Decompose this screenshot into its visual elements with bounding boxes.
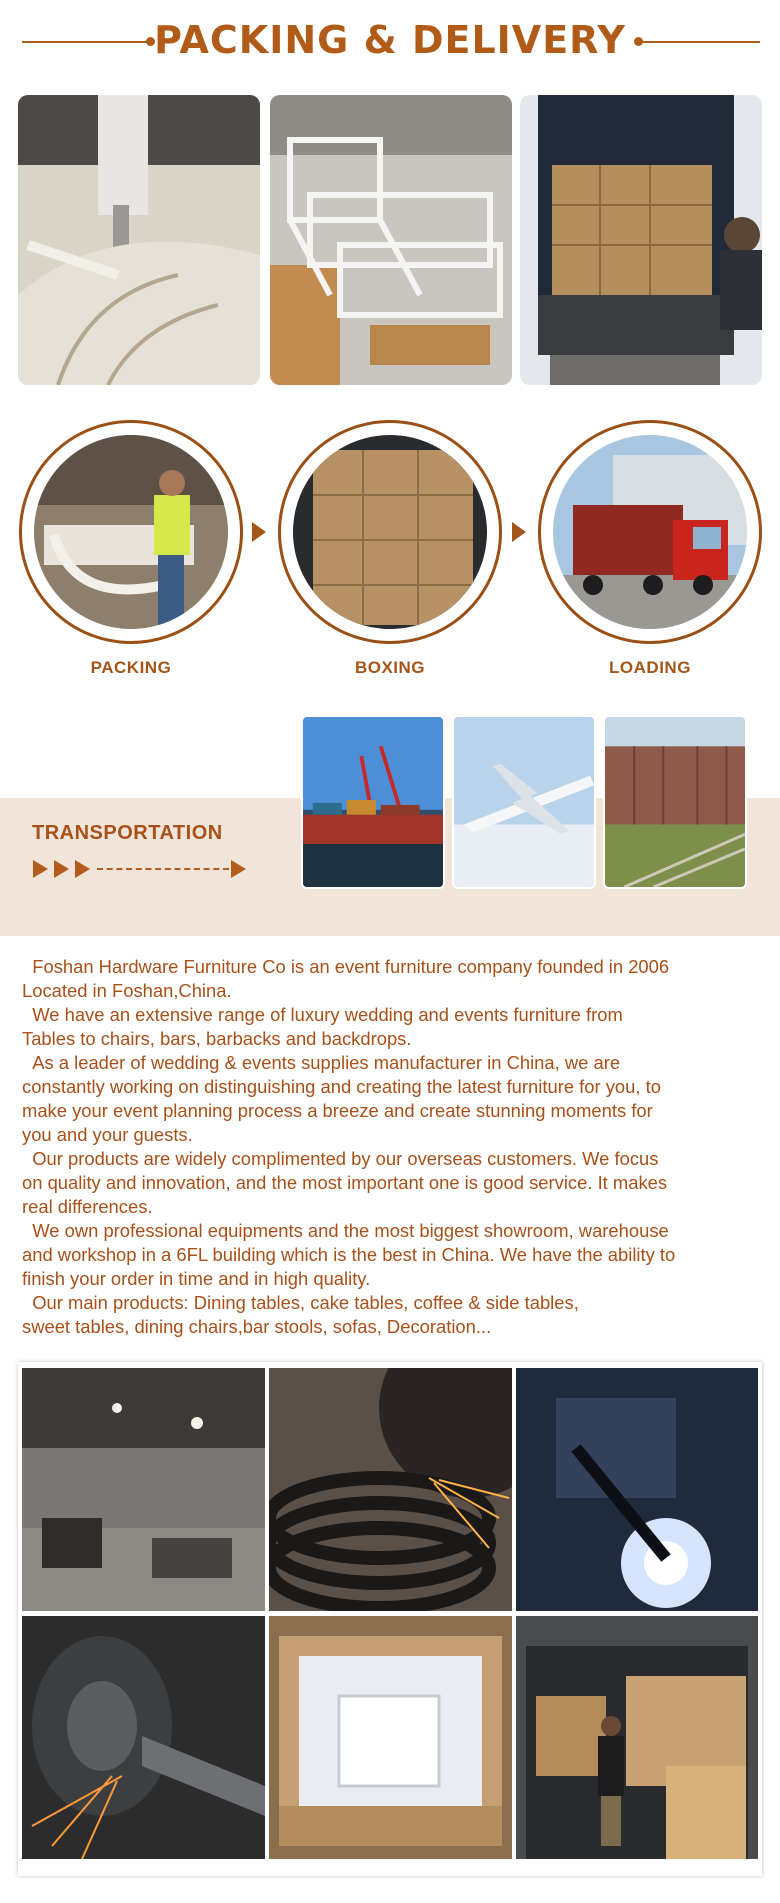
container-loading-photo <box>520 95 762 385</box>
arrow-triangle-end <box>231 860 246 878</box>
boxing-circle <box>278 420 502 644</box>
header-right-line <box>640 41 760 43</box>
transportation-title: TRANSPORTATION <box>32 822 223 844</box>
arrow-triangle-3 <box>75 860 90 878</box>
step-label-loading: LOADING <box>609 658 691 677</box>
about-text <box>22 955 767 1339</box>
boxed-chair-photo <box>269 1616 512 1859</box>
welding-photo <box>516 1368 758 1611</box>
workshop-hall-photo <box>22 1368 265 1611</box>
arrow-triangle-1 <box>33 860 48 878</box>
train-photo <box>603 715 747 889</box>
about-paragraph-4: Our products are widely complimented by our overseas customers. We focus on quality and innovation, and the most important one is good service. It makes real differences. <box>22 1148 668 1217</box>
step-label-packing: PACKING <box>90 658 172 677</box>
about-paragraph-6: Our main products: Dining tables, cake tables, coffee & side tables, sweet tables, dining chairs,bar stools, sofas, Decoration... <box>22 1292 579 1337</box>
step-arrow-2 <box>512 522 526 542</box>
engraving-photo <box>18 95 260 385</box>
lathe-sparks-photo <box>22 1616 265 1859</box>
about-paragraph-5: We own professional equipments and the most biggest showroom, warehouse and workshop in a 6FL building which is the best in China. We have the ability to finish your order in time and in high quality. <box>22 1220 676 1289</box>
airplane-photo <box>452 715 596 889</box>
grinding-ring-photo <box>269 1368 512 1611</box>
arrow-triangle-2 <box>54 860 69 878</box>
arrow-dashed-line <box>97 868 229 870</box>
loading-circle <box>538 420 762 644</box>
page-title: PACKING & DELIVERY <box>154 18 626 62</box>
step-label-boxing: BOXING <box>354 658 426 677</box>
frames-photo <box>270 95 512 385</box>
ship-photo <box>301 715 445 889</box>
about-paragraph-1: Foshan Hardware Furniture Co is an event furniture company founded in 2006 Located in Foshan,China. <box>22 956 670 1001</box>
about-paragraph-3: As a leader of wedding & events supplies manufacturer in China, we are constantly working on distinguishing and creating the latest furniture for you, to make your event planning process a breeze and create stunning moments for you and your guests. <box>22 1052 661 1145</box>
warehouse-crates-photo <box>516 1616 758 1859</box>
step-arrow-1 <box>252 522 266 542</box>
packing-circle <box>19 420 243 644</box>
about-paragraph-2: We have an extensive range of luxury wedding and events furniture from Tables to chairs, bars, barbacks and backdrops. <box>22 1004 623 1049</box>
